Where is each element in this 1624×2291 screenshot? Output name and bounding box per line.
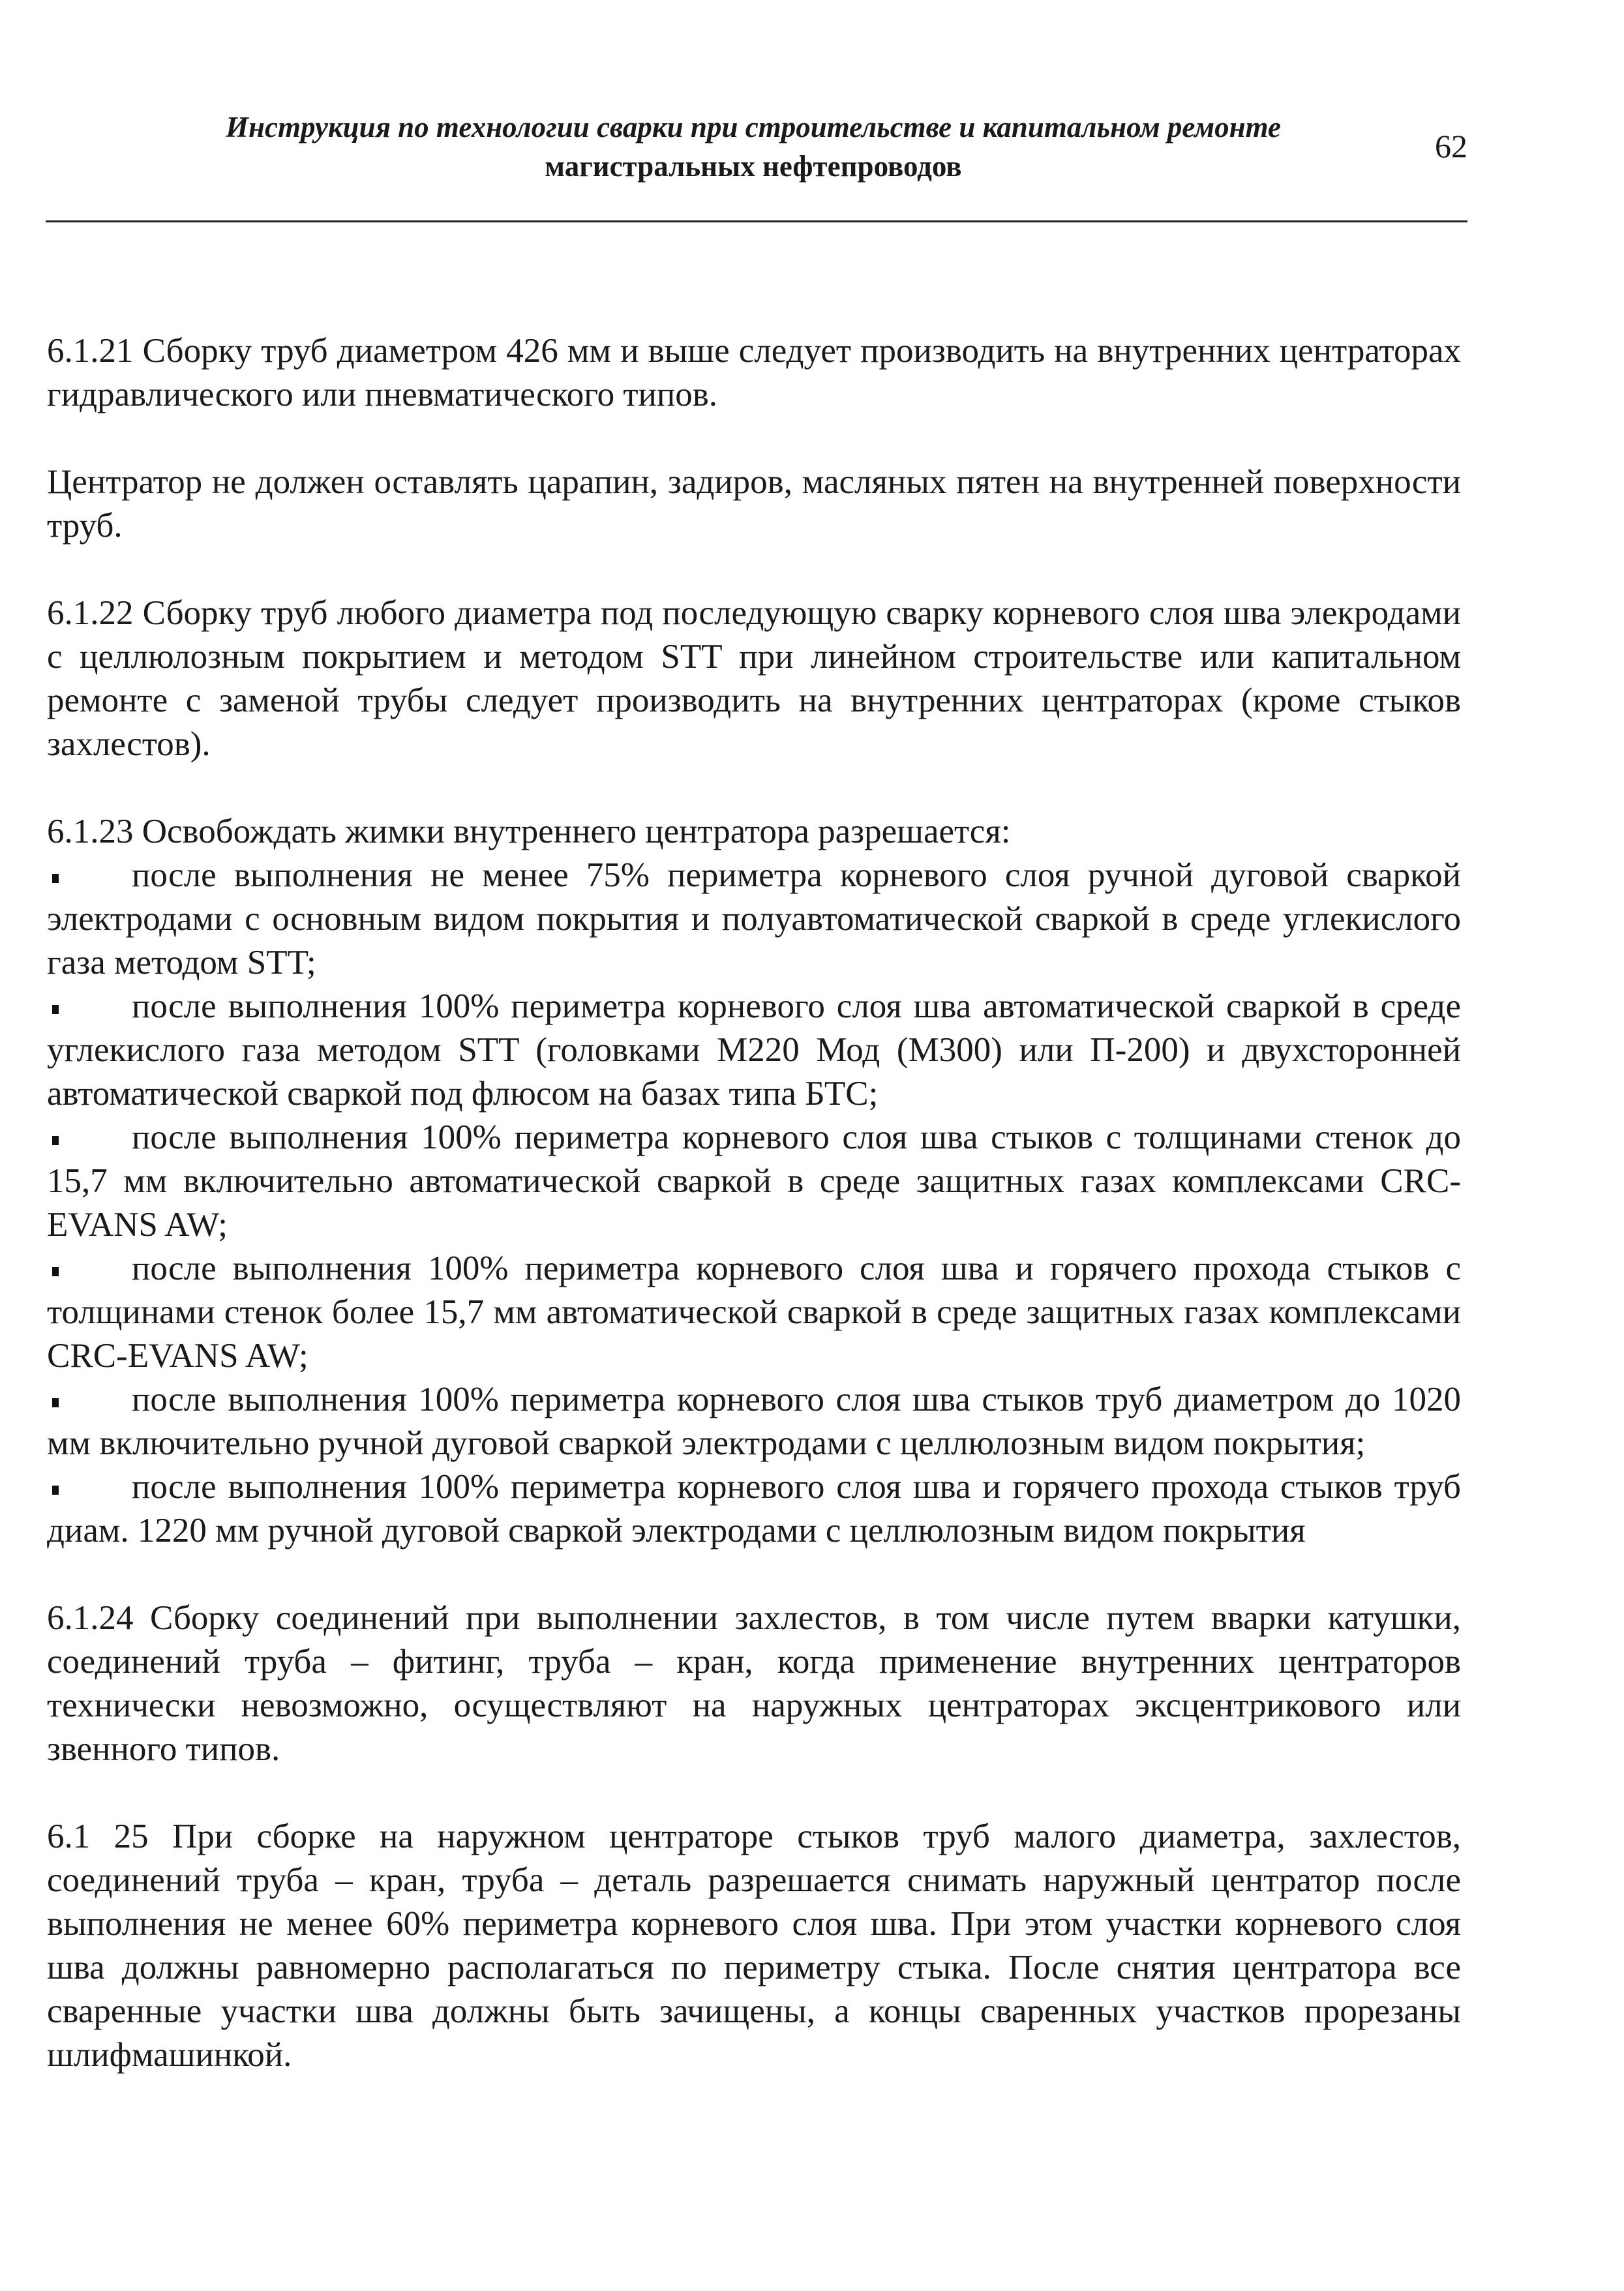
list-item-text: после выполнения 100% периметра корневого слоя шва и горячего прохода стыков труб диам. 1220 мм ручной дуговой сваркой электродами с целлюлозным видом покрытия xyxy=(47,1468,1461,1550)
page-number: 62 xyxy=(1435,128,1467,164)
bullet-icon xyxy=(47,985,132,1028)
list-item-text: после выполнения не менее 75% периметра корневого слоя ручной дуговой сваркой электродами с основным видом покрытия и полуавтоматической сваркой в среде углекислого газа методом STT; xyxy=(47,856,1461,981)
list-item xyxy=(47,1465,1461,1553)
list-item xyxy=(47,1378,1461,1465)
bullet-icon xyxy=(47,1247,132,1291)
bullet-icon xyxy=(47,1116,132,1160)
list-item-text: после выполнения 100% периметра корневого слоя шва стыков труб диаметром до 1020 мм включительно ручной дуговой сваркой электродами с целлюлозным видом покрытия; xyxy=(47,1381,1461,1462)
list-item xyxy=(47,854,1461,985)
clause-6-1-25: 6.1 25 При сборке на наружном центраторе стыков труб малого диаметра, захлестов, соединений труба – кран, труба – деталь разрешается снимать наружный центратор после выполнения не менее 60% периметра корневого слоя шва. При этом участки корневого слоя шва должны равномерно располагаться по периметру стыка. После снятия центратора все сваренные участки шва должны быть зачищены, а концы сваренных участков прорезаны шлифмашинкой. xyxy=(47,1818,1461,2074)
header-divider xyxy=(46,220,1467,222)
document-body xyxy=(47,329,1461,2077)
bullet-icon xyxy=(47,1465,132,1509)
clause-6-1-21-note: Центратор не должен оставлять царапин, задиров, масляных пятен на внутренней поверхности труб. xyxy=(47,463,1461,545)
list-item-text: после выполнения 100% периметра корневого слоя шва автоматической сваркой в среде углекислого газа методом STT (головками М220 Мод (М300) или П-200) и двухсторонней автоматической сваркой под флюсом на базах типа БТС; xyxy=(47,987,1461,1113)
bullet-icon xyxy=(47,854,132,897)
list-item-text: после выполнения 100% периметра корневого слоя шва и горячего прохода стыков с толщинами стенок более 15,7 мм автоматической сваркой в среде защитных газах комплексами CRC-EVANS AW; xyxy=(47,1250,1461,1375)
header-title-line1: Инструкция по технологии сварки при строительстве и капитальном ремонте xyxy=(226,111,1281,143)
clause-6-1-23-intro: 6.1.23 Освобождать жимки внутреннего центратора разрешается: xyxy=(47,813,1011,850)
running-header xyxy=(46,108,1461,186)
list-item-text: после выполнения 100% периметра корневого слоя шва стыков с толщинами стенок до 15,7 мм включительно автоматической сваркой в среде защитных газах комплексами CRC-EVANS AW; xyxy=(47,1118,1461,1244)
clause-6-1-22: 6.1.22 Сборку труб любого диаметра под последующую сварку корневого слоя шва элекродами с целлюлозным покрытием и методом STT при линейном строительстве или капитальном ремонте с заменой трубы следует производить на внутренних центраторах (кроме стыков захлестов). xyxy=(47,594,1461,763)
clause-6-1-24: 6.1.24 Сборку соединений при выполнении захлестов, в том числе путем вварки катушки, соединений труба – фитинг, труба – кран, когда применение внутренних центраторов технически невозможно, осуществляют на наружных центраторах эксцентрикового или звенного типов. xyxy=(47,1599,1461,1768)
list-item xyxy=(47,985,1461,1116)
clause-6-1-21: 6.1.21 Сборку труб диаметром 426 мм и выше следует производить на внутренних центраторах гидравлического или пневматического типов. xyxy=(47,332,1461,413)
header-title-line2: магистральных нефтепроводов xyxy=(545,150,962,183)
list-item xyxy=(47,1247,1461,1378)
bullet-icon xyxy=(47,1378,132,1422)
list-item xyxy=(47,1116,1461,1247)
